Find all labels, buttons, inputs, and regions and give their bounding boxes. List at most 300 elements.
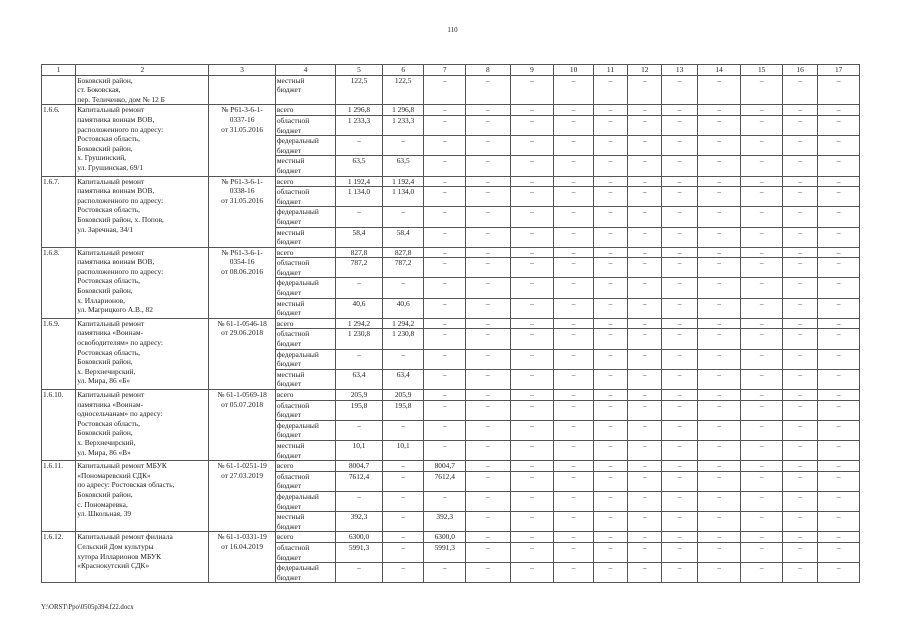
budget-type: федеральный бюджет	[275, 491, 335, 511]
empty-dash-cell: –	[697, 542, 741, 562]
column-number: 7	[424, 65, 466, 76]
item-number: 1.6.11.	[42, 461, 76, 532]
table-row	[42, 532, 860, 543]
budget-type: областной бюджет	[275, 258, 335, 278]
empty-dash-cell: –	[510, 278, 554, 298]
amount-col6: 1 134,0	[382, 187, 424, 207]
empty-dash-cell: –	[510, 156, 554, 176]
amount-col6: –	[382, 136, 424, 156]
empty-dash-cell: –	[697, 400, 741, 420]
amount-col7: –	[424, 247, 466, 258]
empty-dash-cell: –	[741, 75, 783, 105]
empty-dash-cell: –	[818, 369, 860, 389]
empty-dash-cell: –	[628, 563, 662, 583]
empty-dash-cell: –	[628, 247, 662, 258]
budget-type: областной бюджет	[275, 115, 335, 135]
empty-dash-cell: –	[662, 400, 697, 420]
empty-dash-cell: –	[782, 247, 817, 258]
budget-type: всего	[275, 461, 335, 472]
column-number: 5	[336, 65, 383, 76]
amount-total: –	[336, 563, 383, 583]
amount-col7: –	[424, 329, 466, 349]
empty-dash-cell: –	[554, 298, 593, 318]
empty-dash-cell: –	[593, 105, 627, 116]
empty-dash-cell: –	[818, 136, 860, 156]
empty-dash-cell: –	[628, 390, 662, 401]
empty-dash-cell: –	[662, 156, 697, 176]
empty-dash-cell: –	[466, 278, 511, 298]
empty-dash-cell: –	[662, 542, 697, 562]
budget-type: федеральный бюджет	[275, 563, 335, 583]
amount-col6: –	[382, 532, 424, 543]
amount-col6: 827,8	[382, 247, 424, 258]
empty-dash-cell: –	[466, 471, 511, 491]
empty-dash-cell: –	[741, 258, 783, 278]
item-number: 1.6.9.	[42, 318, 76, 389]
budget-type: местный бюджет	[275, 75, 335, 105]
empty-dash-cell: –	[628, 227, 662, 247]
empty-dash-cell: –	[554, 369, 593, 389]
empty-dash-cell: –	[466, 115, 511, 135]
amount-col7: –	[424, 227, 466, 247]
amount-total: 63,5	[336, 156, 383, 176]
empty-dash-cell: –	[628, 491, 662, 511]
amount-col7: –	[424, 400, 466, 420]
column-number: 1	[42, 65, 76, 76]
empty-dash-cell: –	[628, 349, 662, 369]
empty-dash-cell: –	[782, 278, 817, 298]
empty-dash-cell: –	[741, 187, 783, 207]
item-number: 1.6.12.	[42, 532, 76, 583]
empty-dash-cell: –	[466, 542, 511, 562]
empty-dash-cell: –	[782, 390, 817, 401]
budget-type: местный бюджет	[275, 156, 335, 176]
financing-table	[41, 64, 860, 583]
amount-col7: 8004,7	[424, 461, 466, 472]
empty-dash-cell: –	[593, 115, 627, 135]
empty-dash-cell: –	[628, 187, 662, 207]
amount-total: –	[336, 420, 383, 440]
empty-dash-cell: –	[782, 420, 817, 440]
empty-dash-cell: –	[818, 349, 860, 369]
empty-dash-cell: –	[818, 400, 860, 420]
empty-dash-cell: –	[593, 318, 627, 329]
empty-dash-cell: –	[554, 115, 593, 135]
empty-dash-cell: –	[593, 207, 627, 227]
empty-dash-cell: –	[510, 491, 554, 511]
amount-col7: –	[424, 491, 466, 511]
amount-total: 7612,4	[336, 471, 383, 491]
empty-dash-cell: –	[741, 400, 783, 420]
amount-col7: –	[424, 390, 466, 401]
empty-dash-cell: –	[782, 207, 817, 227]
empty-dash-cell: –	[741, 156, 783, 176]
budget-type: местный бюджет	[275, 440, 335, 460]
empty-dash-cell: –	[662, 349, 697, 369]
empty-dash-cell: –	[466, 247, 511, 258]
amount-total: 1 294,2	[336, 318, 383, 329]
amount-col6: –	[382, 563, 424, 583]
empty-dash-cell: –	[593, 491, 627, 511]
empty-dash-cell: –	[818, 187, 860, 207]
empty-dash-cell: –	[662, 227, 697, 247]
amount-col7: –	[424, 115, 466, 135]
empty-dash-cell: –	[554, 176, 593, 187]
amount-col7: –	[424, 75, 466, 105]
empty-dash-cell: –	[554, 491, 593, 511]
column-number: 8	[466, 65, 511, 76]
empty-dash-cell: –	[593, 461, 627, 472]
empty-dash-cell: –	[662, 390, 697, 401]
empty-dash-cell: –	[741, 369, 783, 389]
empty-dash-cell: –	[741, 115, 783, 135]
empty-dash-cell: –	[697, 298, 741, 318]
empty-dash-cell: –	[818, 471, 860, 491]
empty-dash-cell: –	[697, 156, 741, 176]
empty-dash-cell: –	[593, 369, 627, 389]
empty-dash-cell: –	[593, 329, 627, 349]
budget-type: всего	[275, 390, 335, 401]
amount-total: 5991,3	[336, 542, 383, 562]
empty-dash-cell: –	[628, 105, 662, 116]
budget-type: областной бюджет	[275, 329, 335, 349]
empty-dash-cell: –	[782, 532, 817, 543]
budget-type: всего	[275, 532, 335, 543]
amount-col6: 1 192,4	[382, 176, 424, 187]
empty-dash-cell: –	[697, 563, 741, 583]
amount-col6: –	[382, 491, 424, 511]
empty-dash-cell: –	[466, 156, 511, 176]
amount-total: 1 233,3	[336, 115, 383, 135]
empty-dash-cell: –	[510, 258, 554, 278]
empty-dash-cell: –	[554, 247, 593, 258]
amount-total: 392,3	[336, 512, 383, 532]
amount-col6: 1 296,8	[382, 105, 424, 116]
empty-dash-cell: –	[662, 258, 697, 278]
object-name: Капитальный ремонт памятника воинам ВОВ, расположенного по адресу: Ростовская область, Боковский район, х. Грушинский, ул. Грушинская, 69/1	[76, 105, 209, 176]
empty-dash-cell: –	[628, 298, 662, 318]
empty-dash-cell: –	[510, 349, 554, 369]
amount-col6: –	[382, 420, 424, 440]
column-number: 16	[782, 65, 817, 76]
empty-dash-cell: –	[782, 512, 817, 532]
empty-dash-cell: –	[628, 440, 662, 460]
empty-dash-cell: –	[510, 136, 554, 156]
empty-dash-cell: –	[662, 105, 697, 116]
empty-dash-cell: –	[593, 532, 627, 543]
amount-total: –	[336, 349, 383, 369]
empty-dash-cell: –	[741, 207, 783, 227]
item-number: 1.6.10.	[42, 390, 76, 461]
empty-dash-cell: –	[782, 440, 817, 460]
empty-dash-cell: –	[510, 115, 554, 135]
amount-col7: –	[424, 156, 466, 176]
amount-col6: –	[382, 512, 424, 532]
empty-dash-cell: –	[818, 563, 860, 583]
empty-dash-cell: –	[554, 440, 593, 460]
empty-dash-cell: –	[741, 136, 783, 156]
budget-type: всего	[275, 247, 335, 258]
empty-dash-cell: –	[554, 512, 593, 532]
amount-total: –	[336, 278, 383, 298]
document-ref: № 61-1-0546-18 от 29.06.2018	[209, 318, 276, 389]
column-number: 2	[76, 65, 209, 76]
empty-dash-cell: –	[510, 440, 554, 460]
object-name: Капитальный ремонт памятника воинам ВОВ, расположенного по адресу: Ростовская область, Боковский район, х. Попов, ул. Заречная, 34/1	[76, 176, 209, 247]
empty-dash-cell: –	[662, 318, 697, 329]
empty-dash-cell: –	[628, 420, 662, 440]
amount-total: 6300,0	[336, 532, 383, 543]
empty-dash-cell: –	[554, 207, 593, 227]
column-number: 10	[554, 65, 593, 76]
budget-type: федеральный бюджет	[275, 278, 335, 298]
empty-dash-cell: –	[554, 318, 593, 329]
empty-dash-cell: –	[697, 187, 741, 207]
table-row	[42, 176, 860, 187]
table-row	[42, 247, 860, 258]
empty-dash-cell: –	[662, 491, 697, 511]
empty-dash-cell: –	[741, 512, 783, 532]
column-number: 3	[209, 65, 276, 76]
empty-dash-cell: –	[466, 532, 511, 543]
empty-dash-cell: –	[628, 136, 662, 156]
empty-dash-cell: –	[466, 258, 511, 278]
empty-dash-cell: –	[466, 349, 511, 369]
empty-dash-cell: –	[510, 471, 554, 491]
empty-dash-cell: –	[697, 390, 741, 401]
empty-dash-cell: –	[697, 227, 741, 247]
object-name: Капитальный ремонт памятника «Воинам- односельчанам» по адресу: Ростовская область, Боковский район, х. Верхнечирский, ул. Мира, 86 «В»	[76, 390, 209, 461]
empty-dash-cell: –	[782, 349, 817, 369]
empty-dash-cell: –	[741, 318, 783, 329]
empty-dash-cell: –	[510, 461, 554, 472]
empty-dash-cell: –	[510, 187, 554, 207]
empty-dash-cell: –	[554, 420, 593, 440]
empty-dash-cell: –	[593, 563, 627, 583]
amount-col7: –	[424, 349, 466, 369]
amount-col6: 40,6	[382, 298, 424, 318]
empty-dash-cell: –	[741, 563, 783, 583]
empty-dash-cell: –	[697, 369, 741, 389]
budget-type: местный бюджет	[275, 512, 335, 532]
empty-dash-cell: –	[593, 512, 627, 532]
empty-dash-cell: –	[593, 400, 627, 420]
empty-dash-cell: –	[782, 105, 817, 116]
amount-total: 58,4	[336, 227, 383, 247]
empty-dash-cell: –	[782, 156, 817, 176]
empty-dash-cell: –	[510, 369, 554, 389]
empty-dash-cell: –	[741, 349, 783, 369]
amount-col7: –	[424, 258, 466, 278]
empty-dash-cell: –	[662, 298, 697, 318]
amount-col7: –	[424, 318, 466, 329]
empty-dash-cell: –	[662, 532, 697, 543]
empty-dash-cell: –	[628, 471, 662, 491]
empty-dash-cell: –	[466, 136, 511, 156]
empty-dash-cell: –	[697, 278, 741, 298]
empty-dash-cell: –	[593, 227, 627, 247]
empty-dash-cell: –	[466, 440, 511, 460]
amount-col7: 6300,0	[424, 532, 466, 543]
empty-dash-cell: –	[741, 532, 783, 543]
empty-dash-cell: –	[466, 329, 511, 349]
empty-dash-cell: –	[593, 258, 627, 278]
column-number: 6	[382, 65, 424, 76]
empty-dash-cell: –	[554, 105, 593, 116]
empty-dash-cell: –	[466, 75, 511, 105]
empty-dash-cell: –	[818, 532, 860, 543]
budget-type: местный бюджет	[275, 227, 335, 247]
empty-dash-cell: –	[554, 258, 593, 278]
empty-dash-cell: –	[818, 461, 860, 472]
empty-dash-cell: –	[593, 75, 627, 105]
empty-dash-cell: –	[741, 298, 783, 318]
empty-dash-cell: –	[466, 491, 511, 511]
column-number: 14	[697, 65, 741, 76]
table-row	[42, 390, 860, 401]
amount-col7: –	[424, 563, 466, 583]
empty-dash-cell: –	[466, 400, 511, 420]
table-row	[42, 318, 860, 329]
amount-total: 122,5	[336, 75, 383, 105]
empty-dash-cell: –	[697, 318, 741, 329]
empty-dash-cell: –	[466, 187, 511, 207]
amount-col6: 63,5	[382, 156, 424, 176]
budget-type: федеральный бюджет	[275, 420, 335, 440]
empty-dash-cell: –	[782, 136, 817, 156]
empty-dash-cell: –	[782, 461, 817, 472]
empty-dash-cell: –	[510, 207, 554, 227]
empty-dash-cell: –	[466, 176, 511, 187]
empty-dash-cell: –	[818, 156, 860, 176]
empty-dash-cell: –	[782, 542, 817, 562]
amount-total: 40,6	[336, 298, 383, 318]
empty-dash-cell: –	[466, 227, 511, 247]
empty-dash-cell: –	[782, 563, 817, 583]
budget-type: областной бюджет	[275, 471, 335, 491]
empty-dash-cell: –	[554, 156, 593, 176]
empty-dash-cell: –	[818, 105, 860, 116]
amount-total: 787,2	[336, 258, 383, 278]
empty-dash-cell: –	[662, 369, 697, 389]
empty-dash-cell: –	[782, 298, 817, 318]
empty-dash-cell: –	[510, 420, 554, 440]
empty-dash-cell: –	[554, 329, 593, 349]
empty-dash-cell: –	[510, 532, 554, 543]
empty-dash-cell: –	[697, 440, 741, 460]
empty-dash-cell: –	[662, 136, 697, 156]
empty-dash-cell: –	[782, 471, 817, 491]
amount-col6: 1 233,3	[382, 115, 424, 135]
empty-dash-cell: –	[662, 115, 697, 135]
amount-col6: 122,5	[382, 75, 424, 105]
amount-col7: 7612,4	[424, 471, 466, 491]
amount-total: 1 296,8	[336, 105, 383, 116]
empty-dash-cell: –	[593, 136, 627, 156]
column-number: 17	[818, 65, 860, 76]
empty-dash-cell: –	[628, 115, 662, 135]
budget-type: местный бюджет	[275, 369, 335, 389]
empty-dash-cell: –	[741, 329, 783, 349]
empty-dash-cell: –	[662, 329, 697, 349]
empty-dash-cell: –	[818, 207, 860, 227]
amount-col6: 1 294,2	[382, 318, 424, 329]
empty-dash-cell: –	[697, 471, 741, 491]
empty-dash-cell: –	[697, 461, 741, 472]
column-number-row	[42, 65, 860, 76]
amount-col7: –	[424, 420, 466, 440]
amount-total: –	[336, 207, 383, 227]
amount-total: 1 192,4	[336, 176, 383, 187]
empty-dash-cell: –	[782, 400, 817, 420]
empty-dash-cell: –	[628, 532, 662, 543]
empty-dash-cell: –	[782, 75, 817, 105]
amount-col6: 787,2	[382, 258, 424, 278]
empty-dash-cell: –	[741, 420, 783, 440]
amount-col7: –	[424, 207, 466, 227]
empty-dash-cell: –	[554, 532, 593, 543]
object-name: Боковский район, ст. Боковская, пер. Теличенко, дом № 12 Б	[76, 75, 209, 105]
empty-dash-cell: –	[466, 207, 511, 227]
empty-dash-cell: –	[741, 461, 783, 472]
empty-dash-cell: –	[662, 278, 697, 298]
empty-dash-cell: –	[782, 187, 817, 207]
empty-dash-cell: –	[697, 136, 741, 156]
empty-dash-cell: –	[818, 278, 860, 298]
object-name: Капитальный ремонт филиала Сельский Дом культуры хутора Илларионов МБУК «Краснокутский СДК»	[76, 532, 209, 583]
empty-dash-cell: –	[818, 258, 860, 278]
empty-dash-cell: –	[466, 390, 511, 401]
empty-dash-cell: –	[628, 542, 662, 562]
amount-col6: 58,4	[382, 227, 424, 247]
empty-dash-cell: –	[782, 491, 817, 511]
object-name: Капитальный ремонт памятника воинам ВОВ, расположенного по адресу: Ростовская область, Боковский район, х. Илларионов, ул. Магрицкого А.В., 82	[76, 247, 209, 318]
empty-dash-cell: –	[593, 187, 627, 207]
amount-col6: –	[382, 349, 424, 369]
empty-dash-cell: –	[662, 440, 697, 460]
empty-dash-cell: –	[593, 440, 627, 460]
empty-dash-cell: –	[818, 227, 860, 247]
empty-dash-cell: –	[697, 349, 741, 369]
empty-dash-cell: –	[628, 318, 662, 329]
empty-dash-cell: –	[628, 329, 662, 349]
empty-dash-cell: –	[697, 105, 741, 116]
budget-type: областной бюджет	[275, 542, 335, 562]
item-number: 1.6.7.	[42, 176, 76, 247]
empty-dash-cell: –	[466, 420, 511, 440]
empty-dash-cell: –	[554, 227, 593, 247]
empty-dash-cell: –	[782, 329, 817, 349]
amount-col7: –	[424, 298, 466, 318]
empty-dash-cell: –	[697, 420, 741, 440]
table-row	[42, 105, 860, 116]
empty-dash-cell: –	[741, 471, 783, 491]
object-name: Капитальный ремонт памятника «Воинам- освободителям» по адресу: Ростовская область, Боковский район, х. Верхнечирский, ул. Мира, 86 «Б»	[76, 318, 209, 389]
empty-dash-cell: –	[628, 461, 662, 472]
column-number: 9	[510, 65, 554, 76]
empty-dash-cell: –	[510, 298, 554, 318]
empty-dash-cell: –	[510, 318, 554, 329]
empty-dash-cell: –	[554, 461, 593, 472]
empty-dash-cell: –	[593, 247, 627, 258]
empty-dash-cell: –	[628, 75, 662, 105]
empty-dash-cell: –	[510, 329, 554, 349]
amount-total: 1 134,0	[336, 187, 383, 207]
budget-type: областной бюджет	[275, 400, 335, 420]
budget-type: всего	[275, 318, 335, 329]
empty-dash-cell: –	[593, 278, 627, 298]
empty-dash-cell: –	[628, 512, 662, 532]
